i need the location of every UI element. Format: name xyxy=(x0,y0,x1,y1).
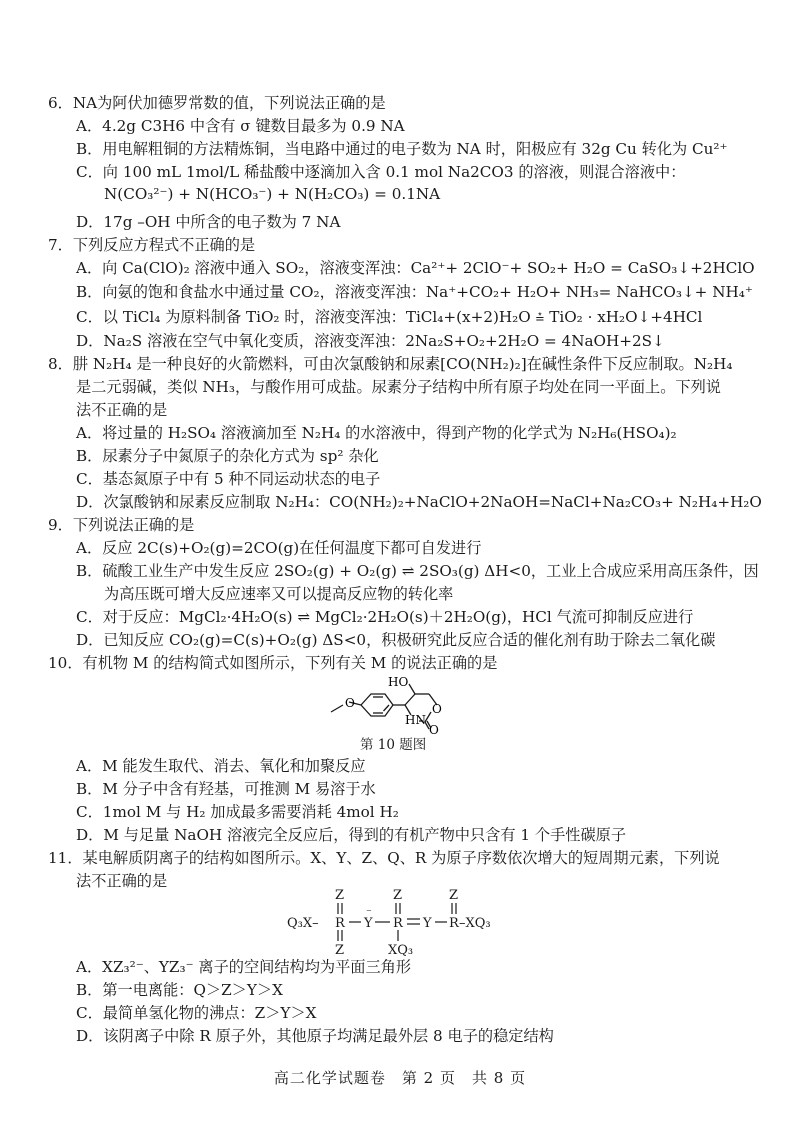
q8-option-d: D．次氯酸钠和尿素反应制取 N₂H₄：CO(NH₂)₂+NaClO+2NaOH=NaCl+Na₂CO₃+ N₂H₄+H₂O xyxy=(76,493,762,511)
q9-option-b-line2: 为高压既可增大反应速率又可以提高反应物的转化率 xyxy=(104,585,454,603)
q10-figure-caption: 第 10 题图 xyxy=(360,737,427,753)
anion-y2: Y xyxy=(423,916,432,931)
q11-stem-line2: 法不正确的是 xyxy=(76,872,168,890)
q11-stem-line1: 11．某电解质阴离子的结构如图所示。X、Y、Z、Q、R 为原子序数依次增大的短周期元素，下列说 xyxy=(48,849,720,867)
q8-option-c: C．基态氮原子中有 5 种不同运动状态的电子 xyxy=(76,470,381,488)
hydroxyl-label: HO xyxy=(388,675,409,689)
anion-z-top3: Z xyxy=(449,888,459,903)
q6-option-c-equation: N(CO₃²⁻) + N(HCO₃⁻) + N(H₂CO₃) = 0.1NA xyxy=(104,185,441,203)
anion-r2: R xyxy=(393,916,403,931)
q7-option-a: A．向 Ca(ClO)₂ 溶液中通入 SO₂，溶液变浑浊：Ca²⁺+ 2ClO⁻+ SO₂+ H₂O = CaSO₃↓+2HClO xyxy=(76,259,755,277)
anion-r3: R xyxy=(449,916,459,931)
amine-label: HN xyxy=(405,713,426,727)
q9-option-c: C．对于反应：MgCl₂·4H₂O(s) ⇌ MgCl₂·2H₂O(s)＋2H₂O(g)，HCl 气流可抑制反应进行 xyxy=(76,608,694,626)
q10-option-c: C．1mol M 与 H₂ 加成最多需要消耗 4mol H₂ xyxy=(76,803,399,821)
q9-option-a: A．反应 2C(s)+O₂(g)=2CO(g)在任何温度下都可自发进行 xyxy=(76,539,482,557)
q10-option-b: B．M 分子中含有羟基，可推测 M 易溶于水 xyxy=(76,780,376,798)
ring-o-label: O xyxy=(432,702,442,716)
page-footer: 高二化学试题卷 第 2 页 共 8 页 xyxy=(273,1069,527,1087)
q9-stem: 9．下列说法正确的是 xyxy=(48,516,195,534)
q8-option-a: A．将过量的 H₂SO₄ 溶液滴加至 N₂H₄ 的水溶液中，得到产物的化学式为 N₂H₆(HSO₄)₂ xyxy=(76,424,677,442)
anion-z-top1: Z xyxy=(335,888,345,903)
q11-anion-figure xyxy=(285,888,525,956)
anion-charge: ⁻ xyxy=(366,906,372,919)
anion-y1: Y xyxy=(364,916,373,931)
q8-stem-line3: 法不正确的是 xyxy=(76,401,168,419)
q10-option-a: A．M 能发生取代、消去、氧化和加聚反应 xyxy=(76,757,366,775)
q10-molecule-figure xyxy=(325,672,485,734)
q8-stem-line1: 8．肼 N₂H₄ 是一种良好的火箭燃料，可由次氯酸钠和尿素[CO(NH₂)₂]在碱性条件下反应制取。N₂H₄ xyxy=(48,355,733,373)
q6-option-b: B．用电解粗铜的方法精炼铜，当电路中通过的电子数为 NA 时，阳极应有 32g Cu 转化为 Cu²⁺ xyxy=(76,140,728,158)
anion-right-group: –XQ₃ xyxy=(459,916,491,931)
q11-option-a: A．XZ₃²⁻、YZ₃⁻ 离子的空间结构均为平面三角形 xyxy=(76,958,412,976)
q6-stem: 6．NA为阿伏加德罗常数的值，下列说法正确的是 xyxy=(48,94,386,112)
carbonyl-o-label: O xyxy=(429,723,439,734)
q11-option-c: C．最简单氢化物的沸点：Z＞Y＞X xyxy=(76,1004,317,1022)
q7-stem: 7．下列反应方程式不正确的是 xyxy=(48,236,256,254)
anion-r1: R xyxy=(335,916,345,931)
q7-option-c: C．以 TiCl₄ 为原料制备 TiO₂ 时，溶液变浑浊：TiCl₄+(x+2)H₂O ⩮ TiO₂ · xH₂O↓+4HCl xyxy=(76,308,703,326)
q9-option-d: D．已知反应 CO₂(g)=C(s)+O₂(g) ΔS<0，积极研究此反应合适的催化剂有助于除去二氧化碳 xyxy=(76,631,716,649)
anion-z-bottom: Z xyxy=(335,943,345,956)
q8-stem-line2: 是二元弱碱，类似 NH₃，与酸作用可成盐。尿素分子结构中所有原子均处在同一平面上。下列说 xyxy=(76,378,721,396)
methyl-bond xyxy=(331,705,343,712)
q6-option-c: C．向 100 mL 1mol/L 稀盐酸中逐滴加入含 0.1 mol Na2CO3 的溶液，则混合溶液中： xyxy=(76,163,686,181)
anion-z-top2: Z xyxy=(393,888,403,903)
q7-option-b: B．向氨的饱和食盐水中通过量 CO₂，溶液变浑浊：Na⁺+CO₂+ H₂O+ NH₃= NaHCO₃↓+ NH₄⁺ xyxy=(76,283,753,301)
q10-stem: 10．有机物 M 的结构简式如图所示，下列有关 M 的说法正确的是 xyxy=(48,654,498,672)
q10-option-d: D．M 与足量 NaOH 溶液完全反应后，得到的有机产物中只含有 1 个手性碳原子 xyxy=(76,826,627,844)
q7-option-d: D．Na₂S 溶液在空气中氧化变质，溶液变浑浊：2Na₂S+O₂+2H₂O = 4NaOH+2S↓ xyxy=(76,332,665,350)
anion-xq3-bottom: XQ₃ xyxy=(388,943,414,956)
methoxy-o-label: O xyxy=(345,696,355,710)
q6-option-d: D．17g –OH 中所含的电子数为 7 NA xyxy=(76,213,341,231)
q6-option-a: A．4.2g C3H6 中含有 σ 键数目最多为 0.9 NA xyxy=(76,117,405,135)
q9-option-b-line1: B．硫酸工业生产中发生反应 2SO₂(g) + O₂(g) ⇌ 2SO₃(g) ΔH<0，工业上合成应采用高压条件，因 xyxy=(76,562,759,580)
q11-option-b: B．第一电离能：Q＞Z＞Y＞X xyxy=(76,981,283,999)
q11-option-d: D．该阴离子中除 R 原子外，其他原子均满足最外层 8 电子的稳定结构 xyxy=(76,1027,554,1045)
q8-option-b: B．尿素分子中氮原子的杂化方式为 sp² 杂化 xyxy=(76,447,379,465)
anion-left-group: Q₃X– xyxy=(287,916,319,931)
